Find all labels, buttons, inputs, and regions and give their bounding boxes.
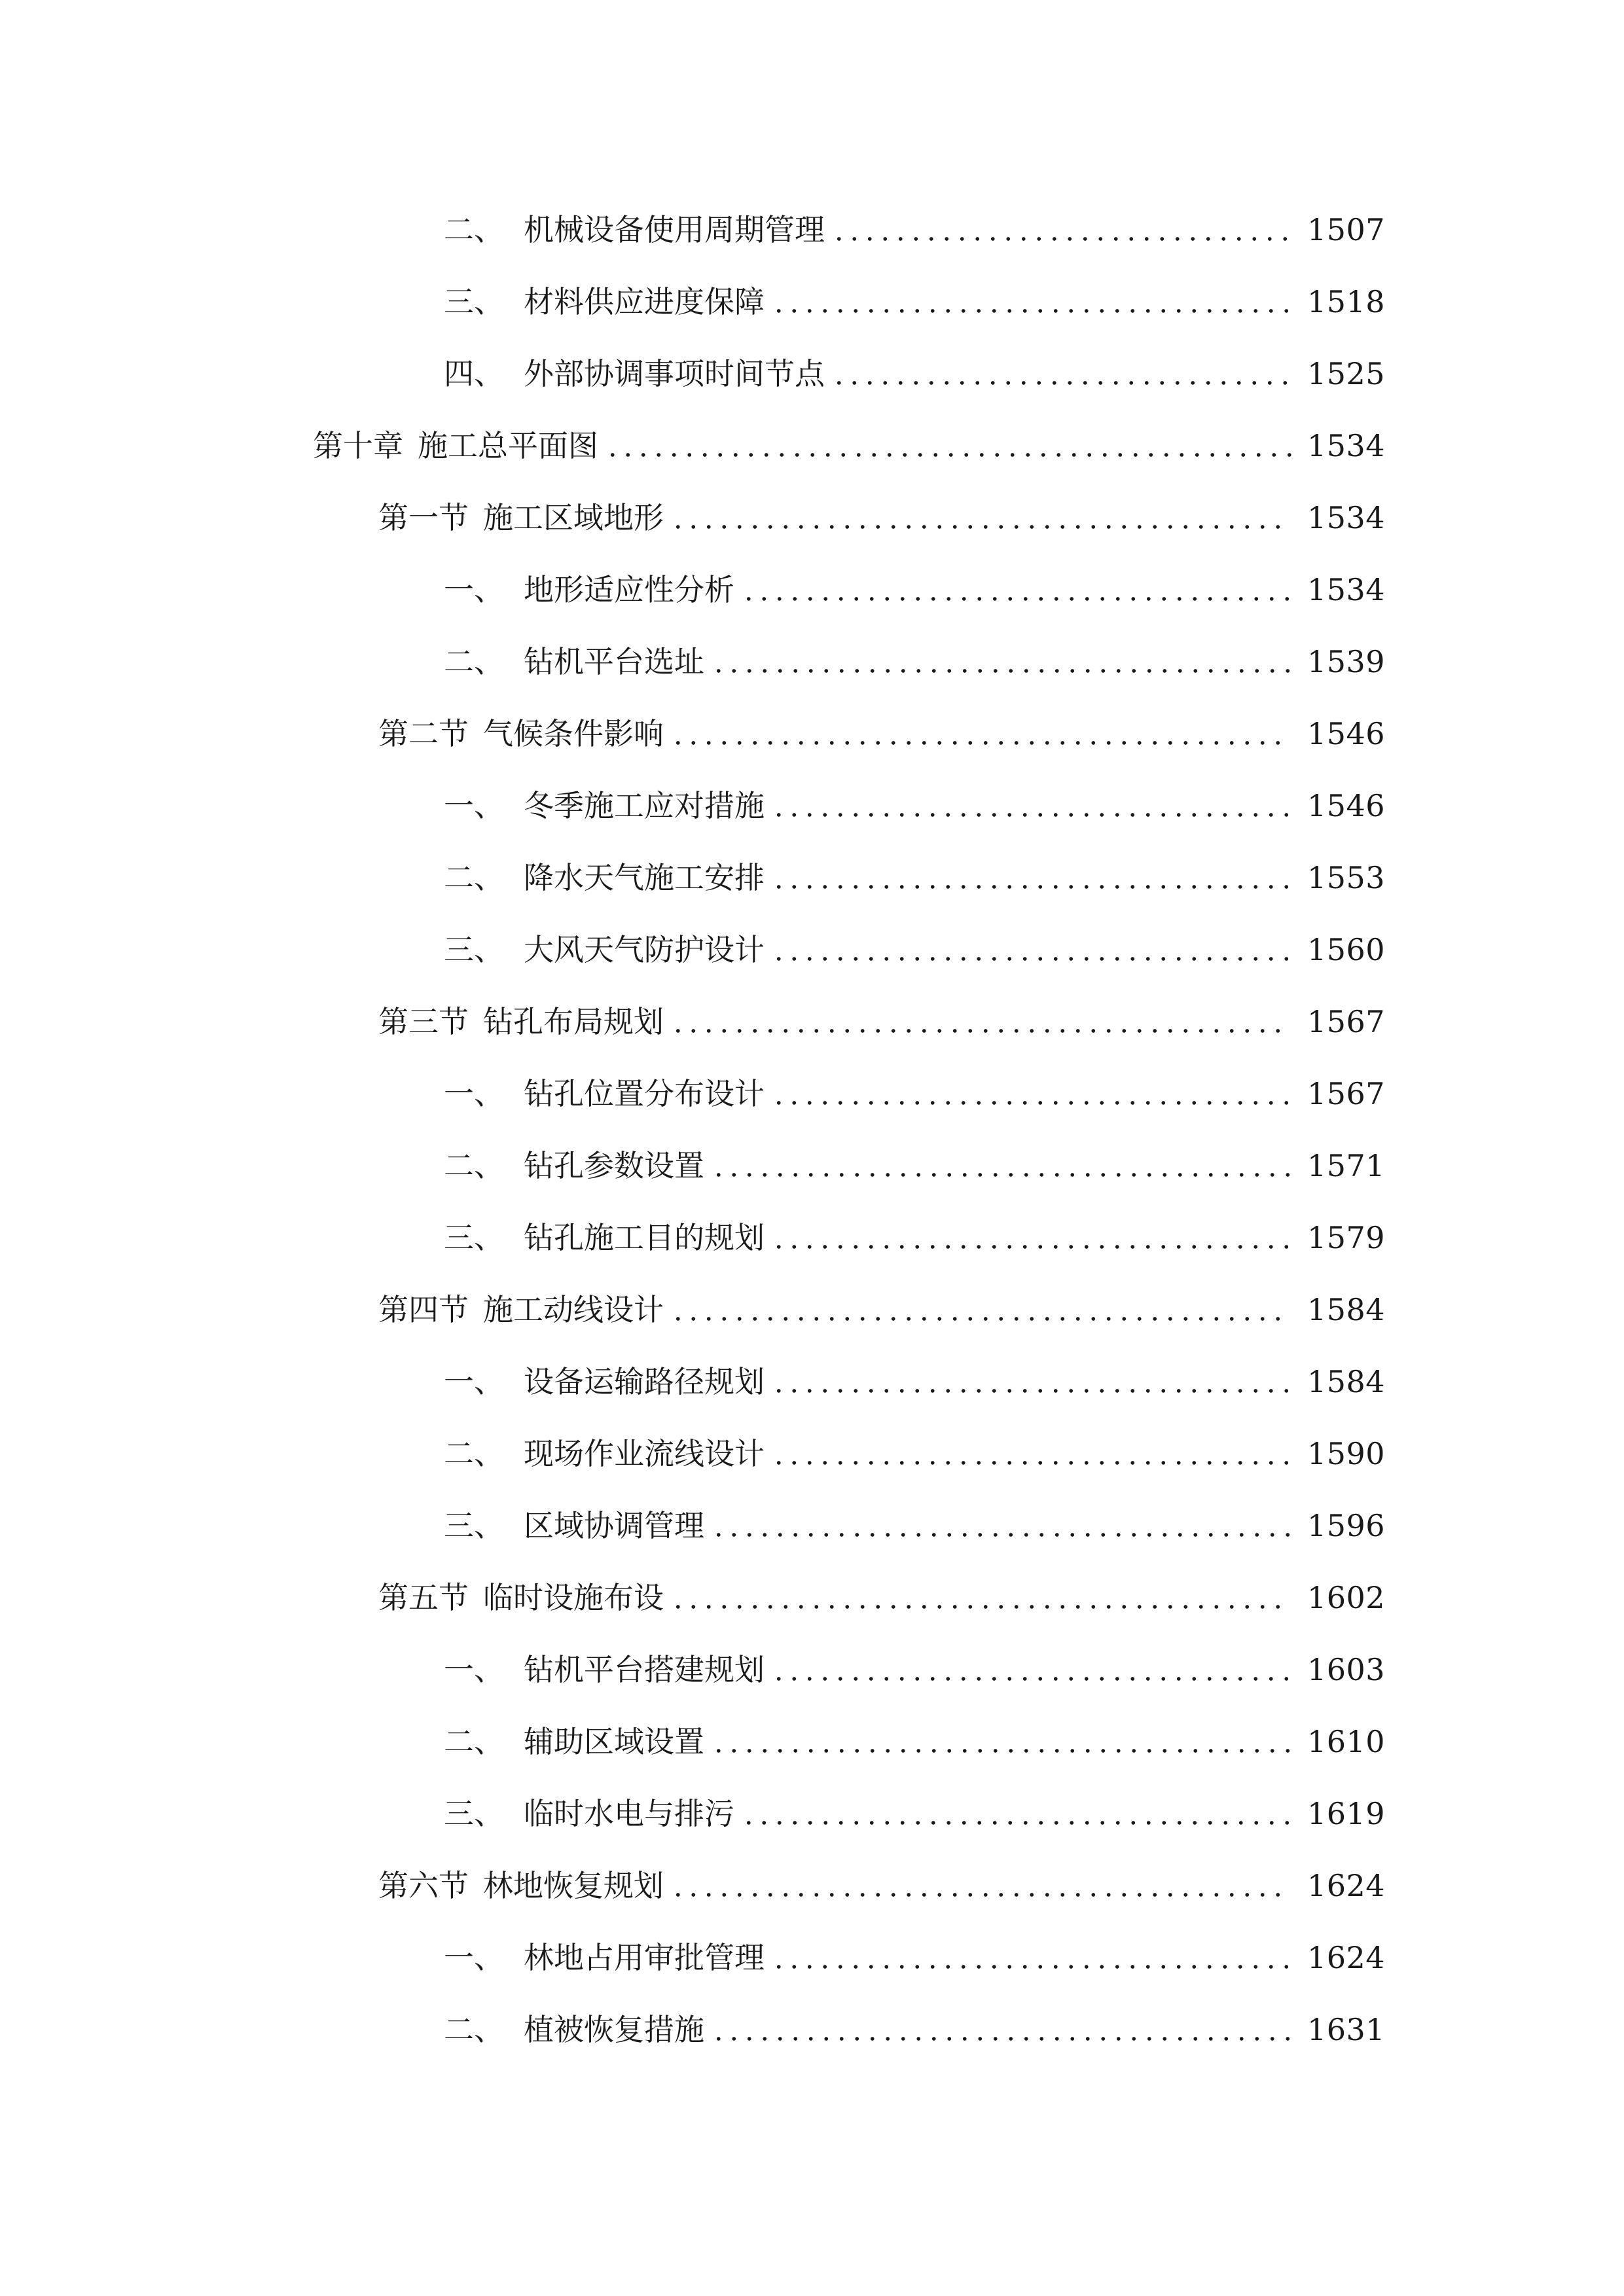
toc-entry-label (444, 788, 765, 823)
toc-entry-title: 临时水电与排污 (524, 1796, 734, 1831)
toc-entry-title: 林地恢复规划 (483, 1868, 664, 1903)
toc-entry-title: 施工区域地形 (483, 500, 664, 535)
toc-entry-title: 现场作业流线设计 (524, 1436, 765, 1471)
dot-leader (771, 1079, 1291, 1109)
toc-entry[interactable] (0, 1850, 1624, 1922)
toc-entry-number: 三、 (444, 932, 504, 967)
toc-entry[interactable] (0, 410, 1624, 482)
toc-entry-label (444, 1724, 704, 1759)
toc-entry-number: 二、 (444, 644, 504, 679)
toc-entry-label (444, 644, 704, 679)
dot-leader (711, 2015, 1291, 2045)
dot-leader (771, 935, 1291, 965)
toc-entry-number: 第一节 (378, 500, 469, 535)
toc-entry-title: 区域协调管理 (524, 1508, 704, 1543)
toc-entry-label (444, 1076, 765, 1111)
toc-entry-page-number: 1602 (1307, 1580, 1386, 1615)
dot-leader (670, 503, 1291, 533)
toc-entry[interactable] (0, 1778, 1624, 1850)
toc-entry[interactable] (0, 1274, 1624, 1346)
toc-entry-page-number: 1539 (1307, 644, 1386, 679)
toc-entry-number: 第六节 (378, 1868, 469, 1903)
toc-entry-title: 设备运输路径规划 (524, 1364, 765, 1399)
toc-entry-number: 一、 (444, 1076, 504, 1111)
toc-entry-title: 气候条件影响 (483, 716, 664, 751)
dot-leader (670, 1295, 1291, 1325)
toc-entry-title: 地形适应性分析 (524, 572, 734, 607)
toc-entry[interactable] (0, 1490, 1624, 1562)
toc-entry-label (444, 1796, 734, 1831)
toc-entry-title: 钻机平台选址 (524, 644, 704, 679)
toc-entry-title: 外部协调事项时间节点 (524, 356, 825, 391)
toc-entry[interactable] (0, 698, 1624, 770)
toc-entry-label (444, 1508, 704, 1543)
toc-entry[interactable] (0, 482, 1624, 554)
toc-entry-page-number: 1624 (1307, 1940, 1386, 1975)
toc-entry-title: 临时设施布设 (483, 1580, 664, 1615)
dot-leader (771, 791, 1291, 821)
toc-entry-label (313, 428, 598, 463)
toc-entry-number: 第三节 (378, 1004, 469, 1039)
toc-entry-title: 大风天气防护设计 (524, 932, 765, 967)
toc-entry-label (444, 1940, 765, 1975)
dot-leader (831, 215, 1291, 245)
toc-entry[interactable] (0, 1706, 1624, 1778)
toc-entry-title: 施工动线设计 (483, 1292, 664, 1327)
toc-entry-title: 机械设备使用周期管理 (524, 212, 825, 247)
toc-entry-number: 一、 (444, 572, 504, 607)
dot-leader (771, 287, 1291, 317)
toc-entry[interactable] (0, 1562, 1624, 1634)
toc-entry-page-number: 1534 (1307, 428, 1386, 463)
toc-entry-page-number: 1624 (1307, 1868, 1386, 1903)
toc-entry-number: 一、 (444, 1652, 504, 1687)
toc-entry-number: 第五节 (378, 1580, 469, 1615)
toc-entry-number: 二、 (444, 860, 504, 895)
toc-entry-page-number: 1619 (1307, 1796, 1386, 1831)
toc-entry-label (444, 284, 765, 319)
dot-leader (771, 1223, 1291, 1253)
toc-entry-title: 材料供应进度保障 (524, 284, 765, 319)
toc-entry-label (378, 500, 664, 535)
toc-entry-page-number: 1584 (1307, 1364, 1386, 1399)
toc-entry-label (444, 932, 765, 967)
toc-entry-page-number: 1546 (1307, 788, 1386, 823)
toc-entry-title: 钻孔布局规划 (483, 1004, 664, 1039)
toc-entry[interactable] (0, 770, 1624, 842)
toc-entry[interactable] (0, 338, 1624, 410)
toc-entry-number: 三、 (444, 1508, 504, 1543)
toc-entry-label (444, 1652, 765, 1687)
dot-leader (771, 863, 1291, 893)
dot-leader (711, 1151, 1291, 1181)
toc-entry-page-number: 1567 (1307, 1076, 1386, 1111)
toc-entry-label (444, 212, 825, 247)
toc-entry-page-number: 1507 (1307, 212, 1386, 247)
toc-entry[interactable] (0, 986, 1624, 1058)
toc-entry-page-number: 1584 (1307, 1292, 1386, 1327)
toc-entry-label (378, 1004, 664, 1039)
toc-entry-label (444, 1148, 704, 1183)
toc-entry-label (444, 1436, 765, 1471)
toc-entry-page-number: 1518 (1307, 284, 1386, 319)
toc-entry-page-number: 1546 (1307, 716, 1386, 751)
toc-entry-page-number: 1553 (1307, 860, 1386, 895)
toc-entry-label (378, 716, 664, 751)
toc-entry-title: 植被恢复措施 (524, 2012, 704, 2047)
dot-leader (670, 719, 1291, 749)
toc-entry-page-number: 1603 (1307, 1652, 1386, 1687)
dot-leader (831, 359, 1291, 389)
toc-entry-page-number: 1579 (1307, 1220, 1386, 1255)
toc-entry-number: 三、 (444, 284, 504, 319)
toc-entry-label (444, 860, 765, 895)
toc-entry-label (444, 1220, 765, 1255)
toc-entry-label (378, 1292, 664, 1327)
dot-leader (711, 1511, 1291, 1541)
toc-entry-title: 钻孔位置分布设计 (524, 1076, 765, 1111)
dot-leader (670, 1007, 1291, 1037)
toc-entry-label (444, 2012, 704, 2047)
toc-entry-page-number: 1596 (1307, 1508, 1386, 1543)
dot-leader (670, 1871, 1291, 1901)
toc-entry-number: 第二节 (378, 716, 469, 751)
dot-leader (771, 1655, 1291, 1685)
toc-entry-number: 二、 (444, 2012, 504, 2047)
toc-entry-number: 二、 (444, 1148, 504, 1183)
toc-entry-number: 一、 (444, 788, 504, 823)
toc-entry-number: 二、 (444, 212, 504, 247)
dot-leader (771, 1943, 1291, 1973)
toc-entry-label (378, 1868, 664, 1903)
toc-entry[interactable] (0, 194, 1624, 266)
toc-entry[interactable] (0, 1346, 1624, 1418)
toc-entry-label (444, 356, 825, 391)
toc-entry-number: 一、 (444, 1364, 504, 1399)
toc-entry[interactable] (0, 1418, 1624, 1490)
toc-entry-page-number: 1631 (1307, 2012, 1386, 2047)
toc-entry[interactable] (0, 554, 1624, 626)
dot-leader (711, 1727, 1291, 1757)
dot-leader (711, 647, 1291, 677)
toc-entry-title: 降水天气施工安排 (524, 860, 765, 895)
toc-entry[interactable] (0, 1202, 1624, 1274)
toc-entry-title: 施工总平面图 (418, 428, 598, 463)
toc-entry-number: 三、 (444, 1220, 504, 1255)
toc-entry-page-number: 1534 (1307, 572, 1386, 607)
toc-entry-label (378, 1580, 664, 1615)
dot-leader (605, 431, 1291, 461)
toc-entry-number: 一、 (444, 1940, 504, 1975)
toc-entry[interactable] (0, 1130, 1624, 1202)
toc-entry-page-number: 1534 (1307, 500, 1386, 535)
toc-entry-page-number: 1560 (1307, 932, 1386, 967)
toc-entry[interactable] (0, 626, 1624, 698)
toc-entry-title: 钻机平台搭建规划 (524, 1652, 765, 1687)
toc-entry-title: 林地占用审批管理 (524, 1940, 765, 1975)
toc-entry[interactable] (0, 1058, 1624, 1130)
toc-entry-number: 二、 (444, 1436, 504, 1471)
toc-entry-label (444, 572, 734, 607)
dot-leader (741, 575, 1291, 605)
toc-entry[interactable] (0, 1634, 1624, 1706)
toc-entry-page-number: 1571 (1307, 1148, 1386, 1183)
table-of-contents (0, 194, 1624, 2066)
toc-entry[interactable] (0, 1994, 1624, 2066)
toc-entry-number: 三、 (444, 1796, 504, 1831)
toc-entry-page-number: 1525 (1307, 356, 1386, 391)
toc-entry-title: 钻孔施工目的规划 (524, 1220, 765, 1255)
toc-entry-page-number: 1590 (1307, 1436, 1386, 1471)
toc-entry-number: 四、 (444, 356, 504, 391)
dot-leader (670, 1583, 1291, 1613)
toc-entry-page-number: 1567 (1307, 1004, 1386, 1039)
dot-leader (771, 1367, 1291, 1397)
toc-entry-number: 第十章 (313, 428, 403, 463)
toc-entry[interactable] (0, 266, 1624, 338)
toc-entry[interactable] (0, 914, 1624, 986)
dot-leader (741, 1799, 1291, 1829)
toc-entry-title: 冬季施工应对措施 (524, 788, 765, 823)
dot-leader (771, 1439, 1291, 1469)
toc-entry-number: 第四节 (378, 1292, 469, 1327)
toc-entry-title: 辅助区域设置 (524, 1724, 704, 1759)
toc-entry-label (444, 1364, 765, 1399)
toc-entry-number: 二、 (444, 1724, 504, 1759)
toc-entry[interactable] (0, 1922, 1624, 1994)
toc-entry-title: 钻孔参数设置 (524, 1148, 704, 1183)
toc-entry[interactable] (0, 842, 1624, 914)
toc-entry-page-number: 1610 (1307, 1724, 1386, 1759)
